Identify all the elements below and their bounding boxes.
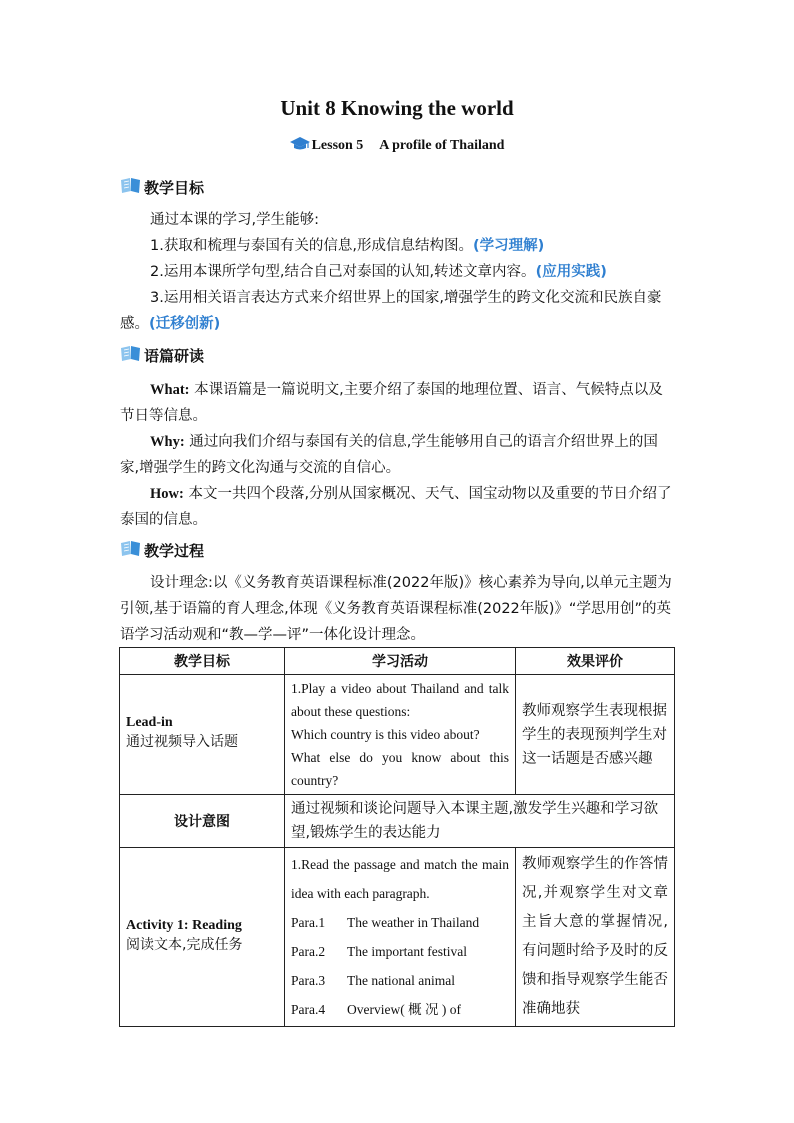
table-header-row [120, 648, 675, 675]
section-heading-process: 教学过程 [120, 539, 204, 561]
lesson-number: Lesson 5 [311, 138, 364, 153]
activity1-evaluation-cell: 教师观察学生的作答情况,并观察学生对文章主旨大意的掌握情况,有问题时给予及时的反馈和指导观察学生能否准确地获 [516, 848, 675, 1027]
section-heading-analysis: 语篇研读 [120, 344, 204, 366]
list-item: Para.3 The national animal [291, 973, 455, 988]
table-header: 教学目标 [120, 648, 285, 675]
leadin-cell: Lead-in 通过视频导入话题 [120, 675, 285, 795]
lesson-subtitle [0, 136, 794, 157]
leadin-evaluation-cell: 教师观察学生表现根据学生的表现预判学生对这一话题是否感兴趣 [516, 675, 675, 795]
book-icon [120, 176, 142, 198]
page-title: Unit 8 Knowing the world [280, 96, 514, 120]
analysis-how: How: 本文一共四个段落,分别从国家概况、天气、国宝动物以及重要的节日介绍了泰国的信息。 [120, 486, 672, 528]
list-item: Para.2 The important festival [291, 944, 467, 959]
table-header: 效果评价 [516, 648, 675, 675]
leadin-activity-cell: 1.Play a video about Thailand and talk about these questions: Which country is this video about? What else do you know about this country? [285, 675, 516, 795]
activity1-cell: Activity 1: Reading 阅读文本,完成任务 [120, 848, 285, 1027]
table-row [120, 675, 675, 795]
objectives-intro: 通过本课的学习,学生能够: [150, 212, 319, 228]
teaching-plan-table [119, 647, 675, 1027]
objective-item: 3.运用相关语言表达方式来介绍世界上的国家,增强学生的跨文化交流和民族自豪感。(迁移创新) [120, 290, 662, 332]
book-icon [120, 539, 142, 561]
table-row [120, 848, 675, 1027]
design-concept: 设计理念:以《义务教育英语课程标准(2022年版)》核心素养为导向,以单元主题为引领,基于语篇的育人理念,体现《义务教育英语课程标准(2022年版)》“学思用创”的英语学习活动观和“教—学—评”一体化设计理念。 [120, 575, 672, 643]
objective-item: 1.获取和梳理与泰国有关的信息,形成信息结构图。(学习理解) [150, 238, 545, 254]
intent-text-cell: 通过视频和谈论问题导入本课主题,激发学生兴趣和学习欲望,锻炼学生的表达能力 [285, 795, 675, 848]
analysis-why: Why: 通过向我们介绍与泰国有关的信息,学生能够用自己的语言介绍世界上的国家,增强学生的跨文化沟通与交流的自信心。 [120, 434, 658, 476]
section-heading-objectives: 教学目标 [120, 176, 204, 198]
lesson-title: A profile of Thailand [379, 138, 505, 153]
list-item: Para.4 Overview( 概 况 ) of [291, 1002, 461, 1017]
book-icon [120, 344, 142, 366]
table-header: 学习活动 [285, 648, 516, 675]
table-row [120, 795, 675, 848]
graduation-cap-icon [290, 136, 310, 157]
objective-item: 2.运用本课所学句型,结合自己对泰国的认知,转述文章内容。(应用实践) [150, 264, 607, 280]
activity1-reading-cell: 1.Read the passage and match the main idea with each paragraph. Para.1 The weather in Thailand Para.2 The important festival Para.3 The national animal Para.4 Overview( 概 况 ) of [285, 848, 516, 1027]
list-item: Para.1 The weather in Thailand [291, 915, 480, 930]
analysis-what: What: 本课语篇是一篇说明文,主要介绍了泰国的地理位置、语言、气候特点以及节日等信息。 [120, 382, 663, 424]
intent-label-cell: 设计意图 [120, 795, 285, 848]
